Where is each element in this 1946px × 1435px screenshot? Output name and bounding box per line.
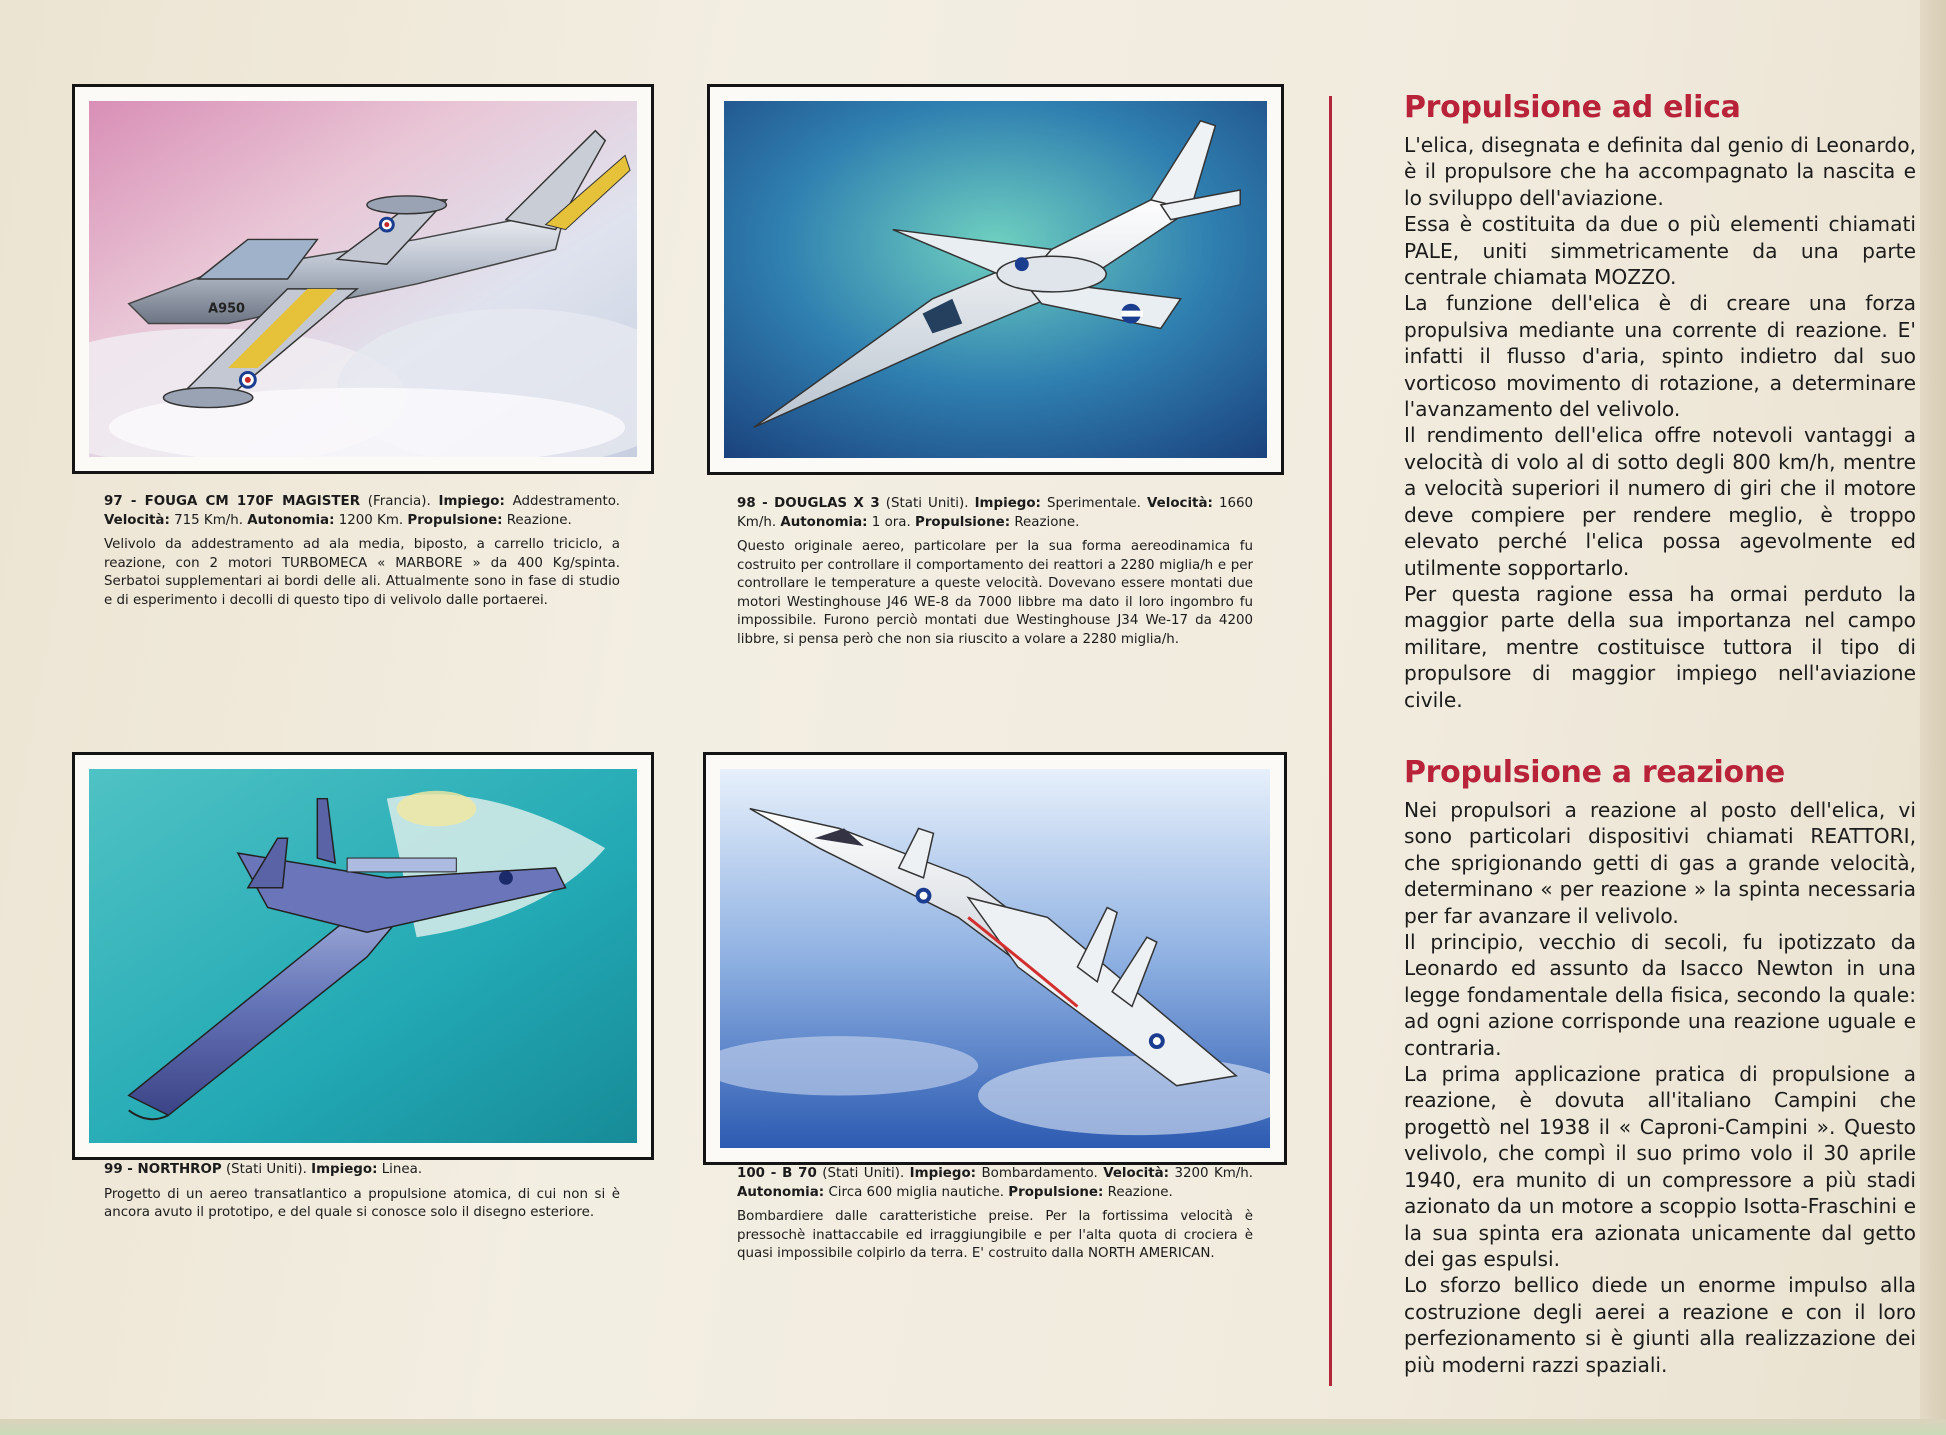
illustration-douglas-x3 bbox=[724, 101, 1267, 458]
card-number: 98 bbox=[737, 496, 756, 511]
caption-100 bbox=[737, 1165, 1253, 1270]
caption-97 bbox=[104, 493, 620, 616]
article-paragraph: Il principio, vecchio di secoli, fu ipotizzato da Leonardo ed assunto da Isacco Newton in una legge fondamentale della fisica, secondo la quale: ad ogni azione corrisponde una reazione uguale e contraria. bbox=[1404, 930, 1916, 1060]
article-propulsione-elica bbox=[1404, 90, 1916, 713]
illustration-northrop bbox=[89, 769, 637, 1143]
card-name: DOUGLAS X 3 bbox=[774, 496, 880, 511]
article-paragraph: L'elica, disegnata e definita dal genio di Leonardo, è il propulsore che ha accompagnato la nascita e lo sviluppo dell'aviazione. bbox=[1404, 133, 1916, 210]
card-number: 97 bbox=[104, 494, 123, 509]
card-97-fouga-magister bbox=[72, 84, 654, 474]
spec-value: 1200 Km. bbox=[338, 512, 404, 528]
card-country: (Stati Uniti). bbox=[885, 496, 969, 511]
card-country: (Stati Uniti). bbox=[225, 1162, 307, 1177]
caption-98-specs: 98 - DOUGLAS X 3 (Stati Uniti). Impiego: Sperimentale. Velocità: 1660 Km/h. Autonomia: 1 ora. Propulsione: Reazione. bbox=[737, 496, 1254, 530]
spec-label: Autonomia: bbox=[737, 1184, 825, 1200]
article-paragraph: La funzione dell'elica è di creare una forza propulsiva mediante una corrente di reazione. E' infatti il flusso d'aria, spinto indietro dal suo vorticoso movimento di rotazione, a determinare l'avanzamento del velivolo. bbox=[1404, 291, 1916, 422]
spec-label: Propulsione: bbox=[1008, 1184, 1104, 1200]
article-paragraph: Lo sforzo bellico diede un enorme impulso alla costruzione degli aerei a reazione e con il loro perfezionamento si è giunti alla realizzazione dei più moderni razzi spaziali. bbox=[1404, 1273, 1916, 1377]
spec-label: Autonomia: bbox=[780, 514, 868, 530]
card-name: NORTHROP bbox=[137, 1162, 222, 1177]
spec-value: Bombardamento. bbox=[981, 1166, 1098, 1181]
spec-value: Reazione. bbox=[1014, 514, 1080, 530]
card-name: B 70 bbox=[782, 1166, 817, 1181]
card-country: (Stati Uniti). bbox=[822, 1166, 905, 1181]
caption-97-specs: 97 - FOUGA CM 170F MAGISTER (Francia). Impiego: Addestramento. Velocità: 715 Km/h. Autonomia: 1200 Km. Propulsione: Reazione. bbox=[104, 494, 620, 528]
spec-label: Velocità: bbox=[104, 512, 170, 528]
card-100-b70 bbox=[703, 752, 1287, 1165]
article-paragraph: Nei propulsori a reazione al posto dell'elica, vi sono particolari dispositivi chiamati REATTORI, che sprigionando getti di gas a grande velocità, determinano « per reazione » la spinta necessaria per far avanzare il velivolo. bbox=[1404, 798, 1916, 928]
spec-label: Impiego: bbox=[438, 494, 505, 509]
caption-99-specs: 99 - NORTHROP (Stati Uniti). Impiego: Linea. bbox=[104, 1162, 423, 1177]
aircraft-marking: A950 bbox=[208, 301, 246, 317]
spec-label: Propulsione: bbox=[915, 514, 1011, 530]
article-title: Propulsione a reazione bbox=[1404, 755, 1785, 790]
spec-label: Impiego: bbox=[974, 496, 1041, 511]
caption-100-description: Bombardiere dalle caratteristiche preise. Per la fortissima velocità è pressochè inattaccabile ed irraggiungibile e per l'alta quota di crociera è quasi impossibile colpirlo da terra. E' costruito dalla NORTH AMERICAN. bbox=[737, 1209, 1253, 1261]
article-paragraph: Il rendimento dell'elica offre notevoli vantaggi a velocità di volo al di sotto degli 800 km/h, mentre a velocità superiori il numero di giri che il motore deve compiere per rendere meglio, è troppo elevato perché l'elica possa agevolmente ed utilmente sopportarlo. bbox=[1404, 423, 1916, 580]
spec-value: Linea. bbox=[381, 1162, 423, 1177]
article-paragraph: Essa è costituita da due o più elementi chiamati PALE, uniti simmetricamente da una parte centrale chiamata MOZZO. bbox=[1404, 212, 1916, 290]
caption-98-description: Questo originale aereo, particolare per la sua forma aereodinamica fu costruito per controllare il comportamento dei reattori a 2280 miglia/h e per controllare le temperature a queste velocità. Dovevano essere montati due motori Westinghouse J46 WE-8 da 7000 libbre ma dato il loro ingombro fu impossibile. Furono perciò montati due Westinghouse J34 We-17 da 4200 libbre, si pensa però che non sia riuscito a volare a 2280 miglia/h. bbox=[737, 539, 1253, 647]
column-divider bbox=[1329, 96, 1332, 1386]
spec-value: Reazione. bbox=[1107, 1184, 1173, 1200]
card-number: 100 bbox=[737, 1166, 765, 1181]
spec-label: Autonomia: bbox=[247, 512, 335, 528]
spec-value: 1 ora. bbox=[871, 514, 911, 530]
card-country: (Francia). bbox=[367, 494, 431, 509]
caption-100-specs: 100 - B 70 (Stati Uniti). Impiego: Bombardamento. Velocità: 3200 Km/h. Autonomia: Circa 600 miglia nautiche. Propulsione: Reazione. bbox=[737, 1166, 1254, 1200]
spec-value: Sperimentale. bbox=[1047, 496, 1141, 511]
illustration-fouga-magister bbox=[89, 101, 637, 457]
spec-value: Circa 600 miglia nautiche. bbox=[828, 1184, 1005, 1200]
caption-99 bbox=[104, 1161, 620, 1229]
card-98-douglas-x3 bbox=[707, 84, 1284, 475]
spec-label: Impiego: bbox=[909, 1166, 977, 1181]
spec-label: Impiego: bbox=[311, 1162, 378, 1177]
spec-value: Reazione. bbox=[506, 512, 572, 528]
spec-label: Propulsione: bbox=[407, 512, 503, 528]
caption-99-description: Progetto di un aereo transatlantico a propulsione atomica, di cui non si è ancora avuto il prototipo, e del quale si conosce solo il disegno esteriore. bbox=[104, 1186, 620, 1220]
article-paragraph: Per questa ragione essa ha ormai perduto la maggior parte della sua importanza nel campo militare, mentre costituisce tuttora il tipo di propulsore di maggior impiego nell'aviazione civile. bbox=[1404, 581, 1916, 712]
article-title: Propulsione ad elica bbox=[1404, 90, 1741, 125]
article-propulsione-reazione bbox=[1404, 755, 1916, 1378]
spec-value: 3200 Km/h. bbox=[1174, 1166, 1254, 1181]
spec-value: Addestramento. bbox=[512, 494, 620, 509]
card-name: FOUGA CM 170F MAGISTER bbox=[144, 494, 361, 509]
spec-label: Velocità: bbox=[1147, 496, 1213, 511]
spec-value: 715 Km/h. bbox=[174, 512, 243, 528]
page-edge bbox=[1920, 0, 1946, 1435]
caption-98 bbox=[737, 495, 1253, 655]
caption-97-description: Velivolo da addestramento ad ala media, biposto, a carrello triciclo, a reazione, con 2 motori TURBOMECA « MARBORE » da 400 Kg/spinta. Serbatoi supplementari ai bordi delle ali. Attualmente sono in fase di studio e di esperimento i decolli di questo tipo di velivolo dalle portaerei. bbox=[104, 537, 620, 608]
illustration-b70 bbox=[720, 769, 1270, 1148]
card-number: 99 bbox=[104, 1162, 123, 1177]
spec-value: 1660 Km/h. bbox=[737, 496, 1254, 530]
page-edge-bottom bbox=[0, 1419, 1946, 1435]
spec-label: Velocità: bbox=[1103, 1166, 1170, 1181]
article-paragraph: La prima applicazione pratica di propulsione a reazione, è dovuta all'italiano Campini che progettò nel 1938 il « Caproni-Campini ». Questo velivolo, che compì il suo primo volo il 30 aprile 1940, era munito di un compressore a più stadi azionato da un motore a scoppio Isotta-Fraschini e la sua spinta era azionata unicamente dal getto dei gas espulsi. bbox=[1404, 1062, 1916, 1271]
card-99-northrop bbox=[72, 752, 654, 1160]
